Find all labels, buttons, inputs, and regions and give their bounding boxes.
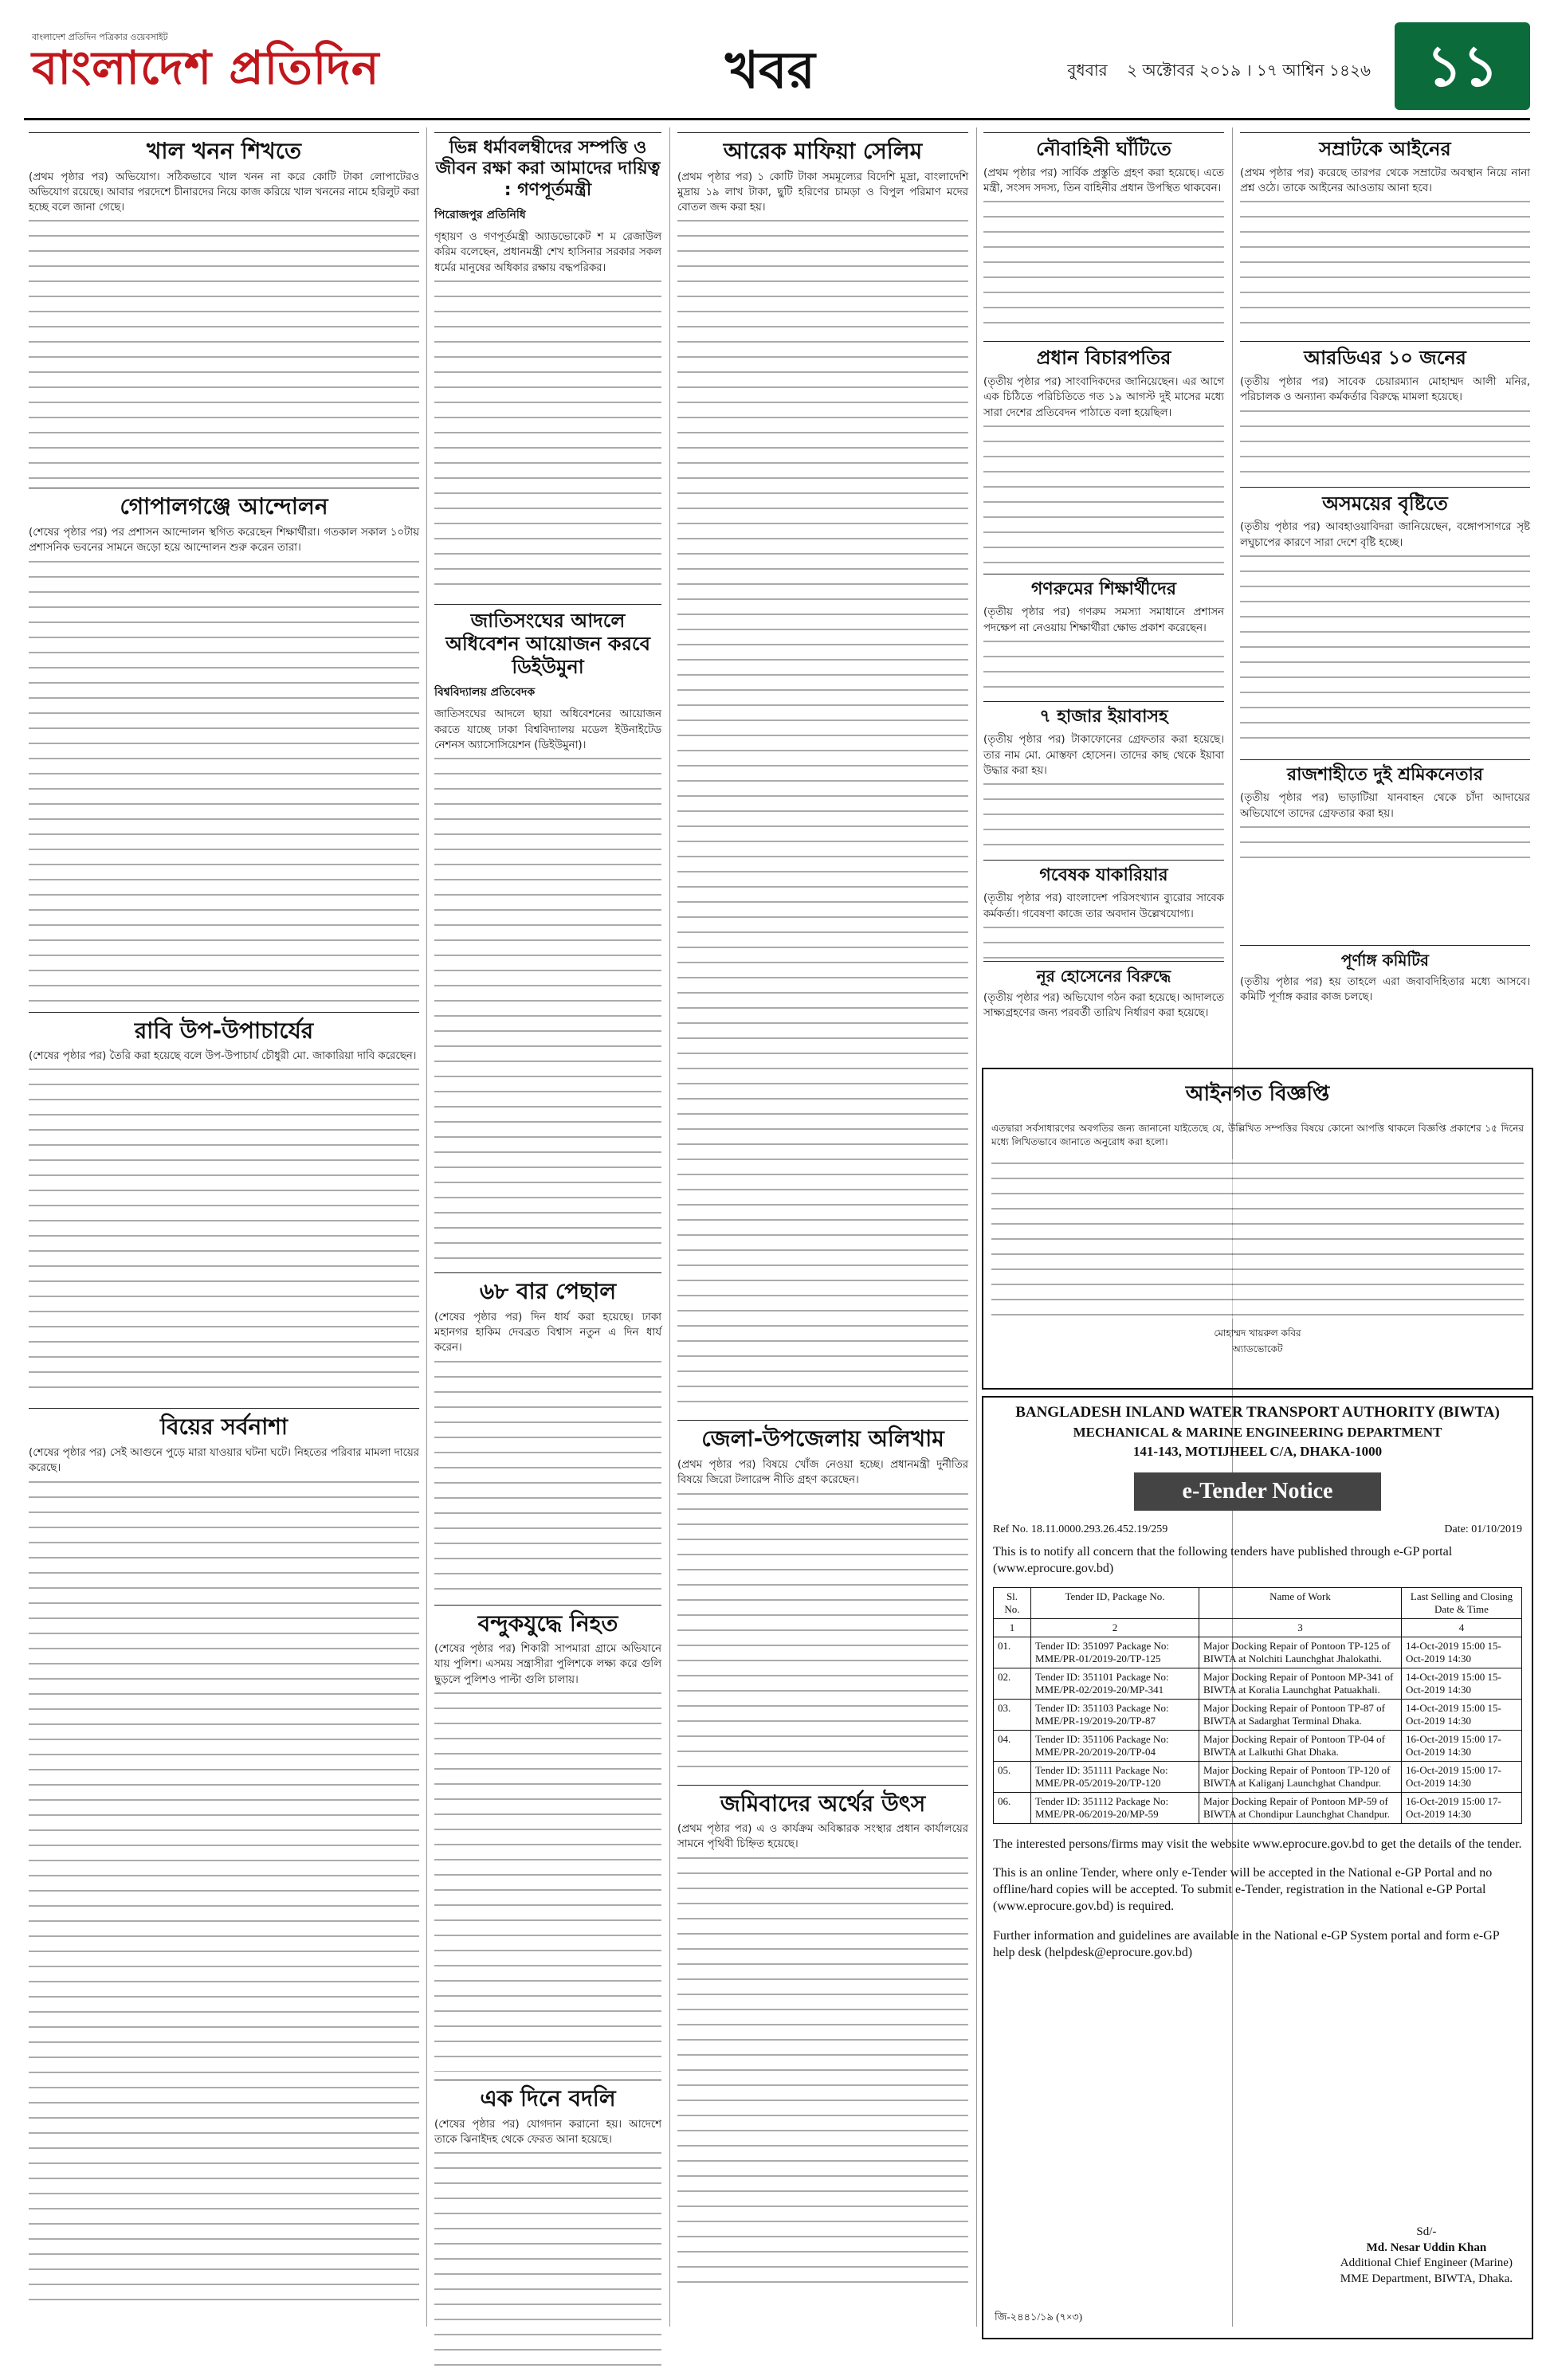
tender-badge: e-Tender Notice [1134, 1472, 1381, 1511]
byline: পিরোজপুর প্রতিনিধি [434, 209, 526, 222]
masthead [24, 22, 1530, 120]
text-lines [983, 780, 1224, 852]
body-lead: (তৃতীয় পৃষ্ঠার পর) হয় তাহলে এরা জবাবদিহিতার মধ্যে আসবে। কমিটি পূর্ণাঙ্গ করার কাজ চলছে। [1240, 976, 1530, 1004]
story-body [29, 525, 419, 1004]
headline: ৭ হাজার ইয়াবাসহ [983, 701, 1224, 727]
story-body [1240, 166, 1530, 334]
body-lead: (শেষের পৃষ্ঠার পর) শিকারী সাপমারা গ্রামে অভিযানে যায় পুলিশ। এসময় সন্ত্রাসীরা পুলিশকে লক্ষ্য করে গুলি ছুড়লে পুলিশও পাল্টা গুলি চালায়। [434, 1643, 661, 1686]
headline: সম্রাটকে আইনের [1240, 132, 1530, 161]
text-lines [677, 1854, 968, 2284]
text-lines [434, 1358, 661, 1597]
body-lead: (তৃতীয় পৃষ্ঠার পর) সাংবাদিকদের জানিয়েছেন। এর আগে এক চিঠিতে পরিচিতিতে গত ১৯ আগস্ট দুই মাসের মধ্যে সারা দেশের প্রতিবেদন পাঠাতে বলা হয়েছিল। [983, 376, 1224, 419]
headline: রাজশাহীতে দুই শ্রমিকনেতার [1240, 759, 1530, 786]
tender-signature [1340, 2225, 1513, 2287]
body-lead: (প্রথম পৃষ্ঠার পর) বিষয়ে খোঁজ নেওয়া হচ্ছে। প্রধানমন্ত্রী দুর্নীতির বিষয়ে জিরো টলারেন্স নীতি গ্রহণ করেছেন। [677, 1458, 968, 1487]
story-ek-dine-bodli [434, 2080, 661, 2372]
story-gopalganj [29, 488, 419, 1003]
column-3 [677, 127, 968, 2292]
tender-para-info: Further information and guidelines are available in the National e-GP System portal and form e-GP help desk (helpdesk@eprocure.gov.bd) [993, 1928, 1500, 1959]
story-jomibad [677, 1785, 968, 2284]
story-gobeshok [983, 860, 1224, 971]
column-divider [669, 127, 670, 2327]
text-lines [1240, 823, 1530, 863]
byline: বিশ্ববিদ্যালয় প্রতিবেদক [434, 686, 536, 700]
text-lines [1240, 552, 1530, 751]
story-body [983, 732, 1224, 852]
cell-work: Major Docking Repair of Pontoon TP-04 of BIWTA at Lalkuthi Ghat Dhaka. [1199, 1730, 1402, 1761]
body-lead: (তৃতীয় পৃষ্ঠার পর) সাবেক চেয়ারম্যান মোহাম্মদ আলী মনির, পরিচালক ও অন্যান্য কর্মকর্তার বিরুদ্ধে মামলা হয়েছে। [1240, 376, 1530, 404]
table-row [994, 1699, 1522, 1730]
story-gonopurto [434, 132, 661, 596]
cell-work: Major Docking Repair of Pontoon MP-341 of BIWTA at Koralia Launchghat Patuakhali. [1199, 1668, 1402, 1699]
body-lead: জাতিসংঘের আদলে ছায়া অধিবেশনের আয়োজন করতে যাচ্ছে ঢাকা বিশ্ববিদ্যালয় মডেল ইউনাইটেড নেশনস অ্যাসোসিয়েশন (ডিইউমুনা)। [434, 708, 661, 751]
ad-code: জি-২৪৪১/১৯ (৭×৩) [995, 2311, 1083, 2323]
story-noubahini [983, 132, 1224, 333]
sig-dept: MME Department, BIWTA, Dhaka. [1340, 2272, 1513, 2285]
sig-mark: Sd/- [1416, 2225, 1437, 2238]
tender-org: BANGLADESH INLAND WATER TRANSPORT AUTHORITY (BIWTA) [1015, 1404, 1500, 1421]
cell-work: Major Docking Repair of Pontoon MP-59 of BIWTA at Chondipur Launchghat Chandpur. [1199, 1792, 1402, 1823]
headline: রাবি উপ-উপাচার্যের [29, 1012, 419, 1045]
body-lead: (তৃতীয় পৃষ্ঠার পর) গণরুম সমস্যা সমাধানে প্রশাসন পদক্ষেপ না নেওয়ায় শিক্ষার্থীরা ক্ষোভ প্রকাশ করেছেন। [983, 606, 1224, 634]
story-body [434, 1641, 661, 2072]
story-body [677, 170, 968, 1413]
story-prodhan-bicharpoti [983, 341, 1224, 566]
headline: পূর্ণাঙ্গ কমিটির [1240, 945, 1530, 970]
cell-id: Tender ID: 351112 Package No: MME/PR-06/2019-20/MP-59 [1031, 1792, 1199, 1823]
cell-sl: 05. [994, 1761, 1031, 1792]
tender-ref-row [983, 1523, 1532, 1536]
story-biyer-sorbonasha [29, 1408, 419, 2306]
column-4 [983, 127, 1224, 979]
story-diumuna [434, 604, 661, 1264]
story-body [1240, 520, 1530, 751]
cell-sl: 03. [994, 1699, 1031, 1730]
cell-work: Major Docking Repair of Pontoon TP-125 of BIWTA at Nolchiti Launchghat Jhalokathi. [1199, 1637, 1402, 1668]
story-body [983, 990, 1224, 1021]
date-label: ২ অক্টোবর ২০১৯ । ১৭ আশ্বিন ১৪২৬ [1127, 61, 1371, 80]
story-body [29, 1445, 419, 2307]
brand-title: বাংলাদেশ প্রতিদিন [32, 41, 380, 95]
cell-sl: 06. [994, 1792, 1031, 1823]
table-row [994, 1637, 1522, 1668]
table-row [994, 1792, 1522, 1823]
headline: আরডিএর ১০ জনের [1240, 341, 1530, 370]
body-lead: (শেষের পৃষ্ঠার পর) তৈরি করা হয়েছে বলে উপ-উপাচার্য চৌধুরী মো. জাকারিয়া দাবি করেছেন। [29, 1050, 417, 1063]
body-lead: (প্রথম পৃষ্ঠার পর) অভিযোগ। সঠিকভাবে খাল খনন না করে কোটি টাকা লোপাটেরও অভিযোগ রয়েছে। আবার পরদেশে চীনারদের নিয়ে কাজ করিয়ে খাল খননের নামে হরিলুট করা হচ্ছে বলে জানা গেছে। [29, 171, 419, 214]
tender-date: Date: 01/10/2019 [1444, 1523, 1522, 1535]
headline: ভিন্ন ধর্মাবলম্বীদের সম্পত্তি ও জীবন রক্ষা করা আমাদের দায়িত্ব : গণপূর্তমন্ত্রী [434, 132, 661, 201]
text-lines [29, 217, 419, 480]
tender-notice [982, 1396, 1533, 2339]
text-lines [29, 1065, 419, 1400]
sig-name: Md. Nesar Uddin Khan [1366, 2241, 1487, 2254]
headline: গবেষক যাকারিয়ার [983, 860, 1224, 886]
body-lead: (প্রথম পৃষ্ঠার পর) করেছে তারপর থেকে সম্রাটের অবস্থান নিয়ে নানা প্রশ্ন ওঠে। তাকে আইনের আওতায় আনা হবে। [1240, 167, 1530, 195]
column-1 [29, 127, 419, 2315]
column-header: Name of Work [1199, 1587, 1402, 1618]
column-5-extra [1240, 940, 1530, 1014]
ad-signature [983, 1327, 1532, 1359]
story-body [983, 605, 1224, 693]
table-row [994, 1761, 1522, 1792]
text-lines [983, 637, 1224, 693]
story-body [434, 2117, 661, 2373]
story-purnango-committee [1240, 945, 1530, 1006]
story-body [29, 170, 419, 480]
story-body [983, 374, 1224, 566]
tender-para-website: The interested persons/firms may visit the website www.eprocure.gov.bd to get the details of the tender. [993, 1837, 1522, 1851]
cell-dates: 14-Oct-2019 15:00 15-Oct-2019 14:30 [1402, 1699, 1522, 1730]
story-68-bar [434, 1272, 661, 1596]
story-osomoyer-brishti [1240, 487, 1530, 751]
tender-para-online: This is an online Tender, where only e-Tender will be accepted in the National e-GP Portal and no offline/hard copies will be accepted. To submit e-Tender, registration in the National e-GP Portal (www.eprocure.gov.bd) is required. [993, 1866, 1493, 1913]
text-lines [434, 755, 661, 1264]
story-nur-hossain [983, 961, 1224, 1021]
body-lead: (শেষের পৃষ্ঠার পর) সেই আগুনে পুড়ে মারা যাওয়ার ঘটনা ঘটে। নিহতের পরিবার মামলা দায়ের করেছে। [29, 1446, 419, 1475]
brand-logo [32, 30, 390, 94]
column-header: Tender ID, Package No. [1031, 1587, 1199, 1618]
table-colnum-row [994, 1618, 1522, 1637]
tender-address: 141-143, MOTIJHEEL C/A, DHAKA-1000 [1132, 1444, 1383, 1459]
story-body [1240, 374, 1530, 479]
story-bondukjuddho [434, 1605, 661, 2072]
text-lines [434, 1689, 661, 2072]
story-body [677, 1821, 968, 2284]
headline: অসময়ের বৃষ্টিতে [1240, 487, 1530, 516]
headline: নৌবাহিনী ঘাঁটিতে [983, 132, 1224, 161]
sig-role: Additional Chief Engineer (Marine) [1340, 2256, 1513, 2269]
body-lead: (তৃতীয় পৃষ্ঠার পর) বাংলাদেশ পরিসংখ্যান ব্যুরোর সাবেক কর্মকর্তা। গবেষণা কাজে তার অবদান উল্লেখযোগ্য। [983, 892, 1224, 920]
headline: এক দিনে বদলি [434, 2080, 661, 2112]
cell-dates: 16-Oct-2019 15:00 17-Oct-2019 14:30 [1402, 1792, 1522, 1823]
column-2 [434, 127, 661, 2380]
body-lead: (প্রথম পৃষ্ঠার পর) ১ কোটি টাকা সমমূল্যের বিদেশি মুদ্রা, বাংলাদেশি মুদ্রায় ১৯ লাখ টাকা, ছুটি হরিণের চামড়া ও বিপুল পরিমাণ মদের বোতল জব্দ করা হয়। [677, 171, 968, 214]
headline: প্রধান বিচারপতির [983, 341, 1224, 370]
headline: জমিবাদের অর্থের উৎস [677, 1785, 968, 1817]
ad-text: এতদ্বারা সর্বসাধারণের অবগতির জন্য জানানো যাইতেছে যে, উল্লিখিত সম্পত্তির বিষয়ে কোনো আপত্তি থাকলে বিজ্ঞপ্তি প্রকাশের ১৫ দিনের মধ্যে লিখিতভাবে জানাতে অনুরোধ করা হলো। [991, 1123, 1524, 1148]
headline: ৬৮ বার পেছাল [434, 1272, 661, 1305]
text-lines [29, 1478, 419, 2307]
headline: নূর হোসেনের বিরুদ্ধে [983, 961, 1224, 986]
story-rajshahi [1240, 759, 1530, 863]
headline: আরেক মাফিয়া সেলিম [677, 132, 968, 165]
text-lines [434, 277, 661, 596]
cell-id: Tender ID: 351111 Package No: MME/PR-05/2019-20/TP-120 [1031, 1761, 1199, 1792]
story-body [1240, 790, 1530, 863]
legal-notice-ad [982, 1068, 1533, 1390]
story-body [1240, 974, 1530, 1006]
body-lead: (প্রথম পৃষ্ঠার পর) সার্বিক প্রস্তুতি গ্রহণ করা হয়েছে। এতে মন্ত্রী, সংসদ সদস্য, তিন বাহিনীর প্রধান উপস্থিত থাকবেন। [983, 167, 1224, 195]
headline: জেলা-উপজেলায় অলিখাম [677, 1420, 968, 1453]
story-body [983, 166, 1224, 334]
table-header-row [994, 1587, 1522, 1618]
column-number: 2 [1031, 1618, 1199, 1637]
ad-signer-role: অ্যাডভোকেট [1232, 1343, 1283, 1355]
headline: গোপালগঞ্জে আন্দোলন [29, 488, 419, 520]
cell-work: Major Docking Repair of Pontoon TP-87 of BIWTA at Sadarghat Terminal Dhaka. [1199, 1699, 1402, 1730]
story-body [677, 1457, 968, 1777]
table-row [994, 1668, 1522, 1699]
column-number: 4 [1402, 1618, 1522, 1637]
headline: বন্দুকযুদ্ধে নিহত [434, 1605, 661, 1637]
body-lead: (শেষের পৃষ্ঠার পর) দিন ধার্য করা হয়েছে। ঢাকা মহানগর হাকিম দেবব্রত বিশ্বাস নতুন এ দিন ধার্য করেন। [434, 1311, 661, 1355]
ad-body [983, 1122, 1532, 1319]
cell-id: Tender ID: 351106 Package No: MME/PR-20/2019-20/TP-04 [1031, 1730, 1199, 1761]
story-rda [1240, 341, 1530, 478]
column-header: Last Selling and Closing Date & Time [1402, 1587, 1522, 1618]
headline: বিয়ের সর্বনাশা [29, 1408, 419, 1441]
text-lines [983, 422, 1224, 566]
body-lead: (তৃতীয় পৃষ্ঠার পর) ভাড়াটিয়া যানবাহন থেকে চাঁদা আদায়ের অভিযোগে তাদের গ্রেফতার করা হয়। [1240, 792, 1530, 820]
story-zila-upazila [677, 1420, 968, 1776]
section-title: খবর [725, 41, 815, 100]
story-body [434, 707, 661, 1264]
text-lines [1240, 198, 1530, 333]
story-body [434, 1310, 661, 1597]
story-somrat [1240, 132, 1530, 333]
body-lead: (তৃতীয় পৃষ্ঠার পর) অভিযোগ গঠন করা হয়েছে। আদালতে সাক্ষ্যগ্রহণের জন্য পরবর্তী তারিখ নির্ধারণ করা হয়েছে। [983, 992, 1224, 1020]
column-number: 3 [1199, 1618, 1402, 1637]
column-4-extra [983, 956, 1224, 1029]
page-number: ১১ [1395, 22, 1530, 110]
story-gonorum [983, 574, 1224, 693]
brand-subtitle: বাংলাদেশ প্রতিদিন পত্রিকার ওয়েবসাইট [32, 32, 168, 42]
cell-id: Tender ID: 351103 Package No: MME/PR-19/2019-20/TP-87 [1031, 1699, 1199, 1730]
story-rabi [29, 1012, 419, 1401]
cell-dates: 16-Oct-2019 15:00 17-Oct-2019 14:30 [1402, 1761, 1522, 1792]
body-lead: (তৃতীয় পৃষ্ঠার পর) আবহাওয়াবিদরা জানিয়েছেন, বঙ্গোপসাগরে সৃষ্ট লঘুচাপের কারণে সারা দেশে বৃষ্টি হচ্ছে। [1240, 521, 1530, 549]
cell-work: Major Docking Repair of Pontoon TP-120 of BIWTA at Kaliganj Launchghat Chandpur. [1199, 1761, 1402, 1792]
cell-id: Tender ID: 351097 Package No: MME/PR-01/2019-20/TP-125 [1031, 1637, 1199, 1668]
column-header: Sl. No. [994, 1587, 1031, 1618]
tender-intro: This is to notify all concern that the following tenders have published through e-GP portal (www.eprocure.gov.bd) [993, 1545, 1453, 1575]
body-lead: (শেষের পৃষ্ঠার পর) পর প্রশাসন আন্দোলন স্থগিত করেছেন শিক্ষার্থীরা। গতকাল সকাল ১০টায় প্রশাসনিক ভবনের সামনে জড়ো হয়ে আন্দোলন শুরু করেন তারা। [29, 526, 419, 555]
headline: জাতিসংঘের আদলে অধিবেশন আয়োজন করবে ডিইউমুনা [434, 604, 661, 678]
text-lines [677, 217, 968, 1412]
headline: গণরুমের শিক্ষার্থীদের [983, 574, 1224, 600]
tender-dept: MECHANICAL & MARINE ENGINEERING DEPARTMENT [1073, 1425, 1442, 1440]
cell-id: Tender ID: 351101 Package No: MME/PR-02/2019-20/MP-341 [1031, 1668, 1199, 1699]
tender-table [993, 1587, 1522, 1824]
body-lead: গৃহায়ণ ও গণপূর্তমন্ত্রী অ্যাডভোকেট শ ম রেজাউল করিম বলেছেন, প্রধানমন্ত্রী শেখ হাসিনার সরকার সকল ধর্মের মানুষের অধিকার রক্ষায় বদ্ধপরিকর। [434, 231, 661, 274]
day-label: বুধবার [1067, 61, 1108, 80]
body-lead: (শেষের পৃষ্ঠার পর) যোগদান করানো হয়। আদেশে তাকে ঝিনাইদহ থেকে ফেরত আনা হয়েছে। [434, 2118, 661, 2146]
cell-sl: 01. [994, 1637, 1031, 1668]
table-row [994, 1730, 1522, 1761]
text-lines [677, 1490, 968, 1777]
text-lines [29, 558, 419, 1004]
story-khal-khanon [29, 132, 419, 480]
column-number: 1 [994, 1618, 1031, 1637]
column-5 [1240, 127, 1530, 871]
tender-ref: Ref No. 18.11.0000.293.26.452.19/259 [993, 1523, 1168, 1535]
column-divider [976, 127, 977, 2327]
ad-title: আইনগত বিজ্ঞপ্তি [1185, 1082, 1330, 1106]
story-mafia-selim [677, 132, 968, 1412]
body-lead: (প্রথম পৃষ্ঠার পর) এ ও কার্যক্রম অবিষ্কারক সংস্থার প্রধান কার্যালয়ের সামনে পৃথিবী চিহ্নিত হয়েছে। [677, 1823, 968, 1851]
headline: খাল খনন শিখতে [29, 132, 419, 165]
story-yaba [983, 701, 1224, 852]
text-lines [1240, 407, 1530, 479]
cell-dates: 16-Oct-2019 15:00 17-Oct-2019 14:30 [1402, 1730, 1522, 1761]
story-body [434, 229, 661, 596]
dateline [1053, 59, 1371, 85]
cell-sl: 02. [994, 1668, 1031, 1699]
text-lines [434, 2149, 661, 2372]
body-lead: (তৃতীয় পৃষ্ঠার পর) টাকাফোনের গ্রেফতার করা হয়েছে। তার নাম মো. মোস্তফা হোসেন। তাদের কাছ থেকে ইয়াবা উদ্ধার করা হয়। [983, 734, 1224, 777]
text-lines [983, 198, 1224, 333]
cell-sl: 04. [994, 1730, 1031, 1761]
ad-signer: মোহাম্মদ খায়রুল কবির [1214, 1327, 1301, 1339]
story-body [29, 1049, 419, 1400]
column-divider [426, 127, 427, 2327]
cell-dates: 14-Oct-2019 15:00 15-Oct-2019 14:30 [1402, 1637, 1522, 1668]
text-lines [991, 1159, 1524, 1319]
cell-dates: 14-Oct-2019 15:00 15-Oct-2019 14:30 [1402, 1668, 1522, 1699]
